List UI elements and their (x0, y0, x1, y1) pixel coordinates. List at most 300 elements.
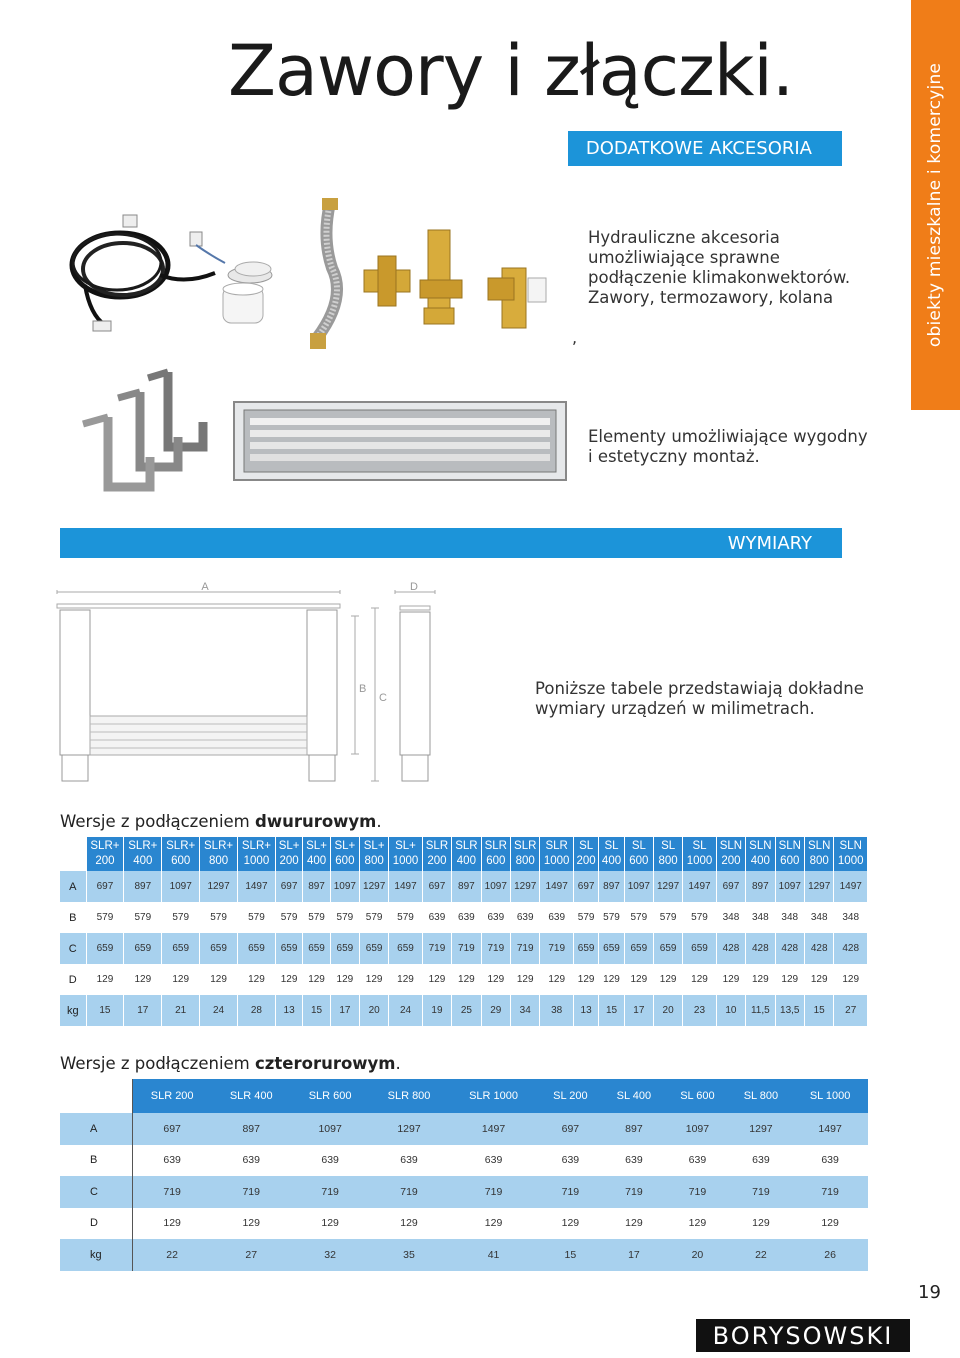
row-label: B (60, 902, 86, 933)
table-cell: 22 (729, 1239, 793, 1271)
table-cell: 897 (124, 871, 162, 902)
table-cell: 17 (330, 995, 359, 1026)
table-cell: 719 (422, 933, 451, 964)
column-header (452, 837, 481, 871)
table-cell: 659 (124, 933, 162, 964)
table-cell: 659 (653, 933, 682, 964)
column-header-model: SLN (839, 840, 862, 852)
table-cell: 129 (683, 964, 716, 995)
mounting-brackets-photo (78, 362, 218, 502)
table-cell: 639 (370, 1145, 449, 1177)
row-label: A (60, 1113, 132, 1145)
table-cell: 719 (452, 933, 481, 964)
table-cell: 639 (602, 1145, 666, 1177)
brand-logo: BORYSOWSKI (696, 1319, 910, 1352)
row-label: kg (60, 1239, 132, 1271)
table-cell: 659 (303, 933, 330, 964)
side-label: obiekty mieszkalne i komercyjne (925, 62, 945, 348)
column-header (775, 837, 804, 871)
table-cell: 129 (666, 1208, 730, 1240)
column-header-model: SLR+ (90, 840, 120, 852)
table-cell: 129 (330, 964, 359, 995)
column-header-model: SLR+ (204, 840, 234, 852)
column-header: SL 200 (539, 1079, 603, 1113)
column-header: SL 800 (729, 1079, 793, 1113)
column-header (683, 837, 716, 871)
table-cell: 28 (238, 995, 276, 1026)
table-cell: 35 (370, 1239, 449, 1271)
dimension-label-a: A (201, 581, 209, 593)
column-header-model: SL (604, 840, 619, 852)
table-cell: 129 (452, 964, 481, 995)
column-header-model: SLR+ (166, 840, 196, 852)
row-label: kg (60, 995, 86, 1026)
table-row (60, 995, 868, 1026)
four-pipe-table (60, 1079, 868, 1271)
table-row (60, 964, 868, 995)
column-header (389, 837, 422, 871)
table-cell: 1497 (834, 871, 868, 902)
table-cell: 428 (775, 933, 804, 964)
table-cell: 659 (238, 933, 276, 964)
column-header-size: 200 (721, 855, 741, 867)
table-cell: 27 (212, 1239, 291, 1271)
page-title: Zawory i złączki. (228, 30, 794, 112)
table-cell: 719 (666, 1176, 730, 1208)
table-cell: 719 (291, 1176, 370, 1208)
column-header-model: SLR+ (241, 840, 271, 852)
column-header: SLR 1000 (448, 1079, 538, 1113)
table-cell: 719 (212, 1176, 291, 1208)
row-label: C (60, 933, 86, 964)
table-cell: 1297 (360, 871, 389, 902)
two-pipe-heading: Wersje z podłączeniem dwururowym. (60, 812, 382, 831)
column-header-size: 1000 (392, 855, 419, 867)
dimensions-heading: WYMIARY (60, 528, 842, 558)
table-cell: 24 (389, 995, 422, 1026)
table-cell: 1497 (793, 1113, 868, 1145)
hydraulic-accessories-text: Hydrauliczne akcesoria umożliwiające sprawne podłączenie klimakonwektorów. Zawory, termozawory, kolana (588, 228, 851, 307)
table-cell: 579 (599, 902, 624, 933)
table-cell: 897 (303, 871, 330, 902)
table-cell: 348 (775, 902, 804, 933)
table-row (60, 1208, 868, 1240)
table-cell: 659 (200, 933, 238, 964)
table-cell: 659 (360, 933, 389, 964)
column-header (511, 837, 540, 871)
table-row (60, 1176, 868, 1208)
table-cell: 659 (86, 933, 124, 964)
table-row (60, 1145, 868, 1177)
table-cell: 348 (746, 902, 775, 933)
table-cell: 639 (729, 1145, 793, 1177)
column-header: SL 600 (666, 1079, 730, 1113)
mounting-text: Elementy umożliwiające wygodny i estetyczny montaż. (588, 427, 868, 466)
table-cell: 21 (162, 995, 200, 1026)
table-cell: 579 (200, 902, 238, 933)
table-cell: 15 (86, 995, 124, 1026)
column-header (746, 837, 775, 871)
table-cell: 697 (539, 1113, 603, 1145)
row-label: C (60, 1176, 132, 1208)
table-cell: 129 (716, 964, 745, 995)
column-header-model: SL (631, 840, 646, 852)
dimensions-intro-text: Poniższe tabele przedstawiają dokładne wymiary urządzeń w milimetrach. (535, 679, 864, 718)
table-cell: 1497 (448, 1113, 538, 1145)
table-row (60, 1239, 868, 1271)
two-pipe-table (60, 837, 868, 1026)
column-header-size: 400 (601, 855, 622, 867)
table-cell: 15 (804, 995, 833, 1026)
table-cell: 659 (389, 933, 422, 964)
column-header (422, 837, 451, 871)
table-cell: 1097 (666, 1113, 730, 1145)
table-row (60, 871, 868, 902)
column-header (238, 837, 276, 871)
table-cell: 129 (200, 964, 238, 995)
table-cell: 27 (834, 995, 868, 1026)
table-cell: 32 (291, 1239, 370, 1271)
table-cell: 1097 (162, 871, 200, 902)
column-header-size: 1000 (686, 855, 713, 867)
table-cell: 129 (86, 964, 124, 995)
table-cell: 20 (360, 995, 389, 1026)
table-cell: 719 (793, 1176, 868, 1208)
table-cell: 129 (540, 964, 573, 995)
table-cell: 1497 (683, 871, 716, 902)
table-cell: 639 (132, 1145, 212, 1177)
table-cell: 697 (275, 871, 302, 902)
column-header (573, 837, 598, 871)
table-cell: 22 (132, 1239, 212, 1271)
table-cell: 13 (275, 995, 302, 1026)
table-cell: 15 (599, 995, 624, 1026)
table-cell: 897 (452, 871, 481, 902)
row-label: D (60, 1208, 132, 1240)
column-header-size: 200 (279, 855, 299, 867)
four-pipe-header-row (60, 1079, 868, 1113)
table-cell: 17 (624, 995, 653, 1026)
column-header (834, 837, 868, 871)
table-cell: 579 (124, 902, 162, 933)
table-cell: 41 (448, 1239, 538, 1271)
table-cell: 129 (422, 964, 451, 995)
table-cell: 129 (775, 964, 804, 995)
table-cell: 639 (422, 902, 451, 933)
column-header-size: 200 (427, 855, 447, 867)
column-header: SLR 600 (291, 1079, 370, 1113)
table-cell: 719 (448, 1176, 538, 1208)
column-header (200, 837, 238, 871)
column-header-model: SL+ (278, 840, 300, 852)
table-cell: 579 (330, 902, 359, 933)
table-cell: 19 (422, 995, 451, 1026)
table-cell: 129 (275, 964, 302, 995)
column-header-size: 800 (515, 855, 535, 867)
table-cell: 348 (716, 902, 745, 933)
table-cell: 579 (389, 902, 422, 933)
column-header (624, 837, 653, 871)
table-cell: 129 (599, 964, 624, 995)
column-header-size: 400 (750, 855, 770, 867)
two-pipe-header-row (60, 837, 868, 871)
table-cell: 129 (653, 964, 682, 995)
table-cell: 659 (599, 933, 624, 964)
table-cell: 639 (666, 1145, 730, 1177)
table-cell: 428 (716, 933, 745, 964)
column-header-model: SLR (425, 840, 449, 852)
row-label: D (60, 964, 86, 995)
table-cell: 428 (804, 933, 833, 964)
table-cell: 579 (624, 902, 653, 933)
column-header-size: 800 (208, 855, 229, 867)
table-cell: 659 (624, 933, 653, 964)
table-cell: 1497 (389, 871, 422, 902)
column-header-size: 800 (809, 855, 829, 867)
dimension-label-d: D (410, 581, 418, 593)
table-cell: 579 (275, 902, 302, 933)
table-cell: 129 (481, 964, 510, 995)
table-cell: 129 (124, 964, 162, 995)
column-header (275, 837, 302, 871)
column-header-model: SLR (455, 840, 478, 852)
column-header (540, 837, 573, 871)
table-cell: 129 (511, 964, 540, 995)
table-cell: 1297 (729, 1113, 793, 1145)
column-header-model: SLN (749, 840, 772, 852)
table-cell: 719 (602, 1176, 666, 1208)
table-cell: 1297 (804, 871, 833, 902)
column-header-size: 400 (456, 855, 476, 867)
table-cell: 10 (716, 995, 745, 1026)
table-cell: 639 (291, 1145, 370, 1177)
table-cell: 23 (683, 995, 716, 1026)
table-cell: 897 (212, 1113, 291, 1145)
table-cell: 13 (573, 995, 598, 1026)
column-header (360, 837, 389, 871)
column-header-size: 800 (364, 855, 384, 867)
column-header-size: 1000 (837, 855, 864, 867)
table-cell: 17 (602, 1239, 666, 1271)
column-header-size: 200 (576, 855, 596, 867)
table-cell: 348 (834, 902, 868, 933)
table-cell: 579 (303, 902, 330, 933)
table-cell: 719 (511, 933, 540, 964)
table-cell: 659 (162, 933, 200, 964)
column-header-model: SLR (545, 840, 568, 852)
table-cell: 1297 (200, 871, 238, 902)
table-cell: 11,5 (746, 995, 775, 1026)
table-cell: 129 (360, 964, 389, 995)
table-cell: 17 (124, 995, 162, 1026)
table-cell: 719 (370, 1176, 449, 1208)
table-cell: 1297 (370, 1113, 449, 1145)
row-label: A (60, 871, 86, 902)
table-cell: 1097 (775, 871, 804, 902)
table-cell: 639 (511, 902, 540, 933)
table-cell: 659 (683, 933, 716, 964)
table-cell: 579 (238, 902, 276, 933)
table-cell: 129 (746, 964, 775, 995)
table-cell: 697 (132, 1113, 212, 1145)
column-header: SLR 800 (370, 1079, 449, 1113)
table-cell: 129 (729, 1208, 793, 1240)
column-header-model: SL+ (363, 840, 385, 852)
page-number: 19 (918, 1282, 941, 1303)
column-header-model: SL+ (334, 840, 356, 852)
column-header-size: 600 (780, 855, 800, 867)
table-cell: 129 (624, 964, 653, 995)
table-cell: 719 (729, 1176, 793, 1208)
table-cell: 38 (540, 995, 573, 1026)
table-cell: 129 (448, 1208, 538, 1240)
table-cell: 1297 (511, 871, 540, 902)
table-cell: 129 (602, 1208, 666, 1240)
table-cell: 1097 (330, 871, 359, 902)
stray-comma: , (572, 328, 578, 347)
table-cell: 25 (452, 995, 481, 1026)
column-header-model: SL (579, 840, 594, 852)
table-cell: 1497 (238, 871, 276, 902)
table-cell: 639 (481, 902, 510, 933)
table-cell: 15 (539, 1239, 603, 1271)
column-header-size: 1000 (243, 855, 270, 867)
table-cell: 1097 (624, 871, 653, 902)
table-cell: 129 (132, 1208, 212, 1240)
table-cell: 129 (573, 964, 598, 995)
column-header-model: SL (661, 840, 676, 852)
table-cell: 697 (86, 871, 124, 902)
column-header (653, 837, 682, 871)
dimension-label-c: C (379, 692, 387, 704)
table-cell: 659 (573, 933, 598, 964)
table-cell: 639 (540, 902, 573, 933)
table-cell: 1097 (481, 871, 510, 902)
column-header-model: SLR+ (128, 840, 158, 852)
table-cell: 579 (653, 902, 682, 933)
table-cell: 897 (602, 1113, 666, 1145)
column-header: SL 1000 (793, 1079, 868, 1113)
column-header-model: SLN (808, 840, 831, 852)
table-cell: 13,5 (775, 995, 804, 1026)
table-cell: 579 (683, 902, 716, 933)
table-cell: 129 (162, 964, 200, 995)
column-header (124, 837, 162, 871)
table-cell: 639 (539, 1145, 603, 1177)
table-cell: 24 (200, 995, 238, 1026)
table-cell: 697 (422, 871, 451, 902)
accessories-heading: DODATKOWE AKCESORIA (568, 131, 842, 166)
table-cell: 1297 (653, 871, 682, 902)
column-header (804, 837, 833, 871)
table-cell: 719 (481, 933, 510, 964)
column-header (330, 837, 359, 871)
table-cell: 129 (793, 1208, 868, 1240)
table-cell: 719 (132, 1176, 212, 1208)
column-header (162, 837, 200, 871)
table-row (60, 902, 868, 933)
column-header (599, 837, 624, 871)
table-cell: 129 (539, 1208, 603, 1240)
table-cell: 639 (212, 1145, 291, 1177)
table-cell: 348 (804, 902, 833, 933)
column-header-model: SLN (778, 840, 801, 852)
column-header-size: 200 (95, 855, 115, 867)
table-cell: 129 (370, 1208, 449, 1240)
actuator-cable-photo (65, 205, 290, 345)
column-header: SL 400 (602, 1079, 666, 1113)
table-cell: 579 (86, 902, 124, 933)
table-cell: 129 (834, 964, 868, 995)
column-header-size: 400 (133, 855, 153, 867)
table-cell: 639 (793, 1145, 868, 1177)
table-cell: 697 (573, 871, 598, 902)
table-cell: 20 (666, 1239, 730, 1271)
column-header-size: 600 (171, 855, 191, 867)
table-cell: 897 (746, 871, 775, 902)
column-header-size: 600 (335, 855, 355, 867)
column-header-size: 600 (629, 855, 649, 867)
row-label: B (60, 1145, 132, 1177)
column-header: SLR 200 (132, 1079, 212, 1113)
column-header (481, 837, 510, 871)
column-header (303, 837, 330, 871)
table-row (60, 933, 868, 964)
column-header-model: SLR (484, 840, 507, 852)
table-cell: 1497 (540, 871, 573, 902)
table-cell: 659 (330, 933, 359, 964)
column-header-size: 1000 (543, 855, 570, 867)
table-cell: 639 (448, 1145, 538, 1177)
table-cell: 697 (716, 871, 745, 902)
table-cell: 579 (162, 902, 200, 933)
table-cell: 1097 (291, 1113, 370, 1145)
table-cell: 15 (303, 995, 330, 1026)
table-cell: 20 (653, 995, 682, 1026)
table-cell: 719 (540, 933, 573, 964)
column-header-size: 400 (306, 855, 327, 867)
table-cell: 428 (834, 933, 868, 964)
grille-photo (232, 400, 568, 482)
table-cell: 719 (539, 1176, 603, 1208)
table-cell: 129 (291, 1208, 370, 1240)
valves-photo (292, 198, 552, 358)
column-header (716, 837, 745, 871)
column-header: SLR 400 (212, 1079, 291, 1113)
column-header-size: 600 (486, 855, 506, 867)
column-header-model: SLR (514, 840, 537, 852)
table-cell: 29 (481, 995, 510, 1026)
table-cell: 428 (746, 933, 775, 964)
table-cell: 26 (793, 1239, 868, 1271)
table-cell: 579 (360, 902, 389, 933)
column-header-model: SL+ (306, 840, 327, 852)
table-cell: 129 (212, 1208, 291, 1240)
table-cell: 129 (804, 964, 833, 995)
table-cell: 639 (452, 902, 481, 933)
table-cell: 897 (599, 871, 624, 902)
table-cell: 34 (511, 995, 540, 1026)
table-cell: 129 (303, 964, 330, 995)
four-pipe-heading: Wersje z podłączeniem czterorurowym. (60, 1054, 401, 1073)
column-header-model: SLN (719, 840, 743, 852)
table-row (60, 1113, 868, 1145)
table-cell: 129 (389, 964, 422, 995)
table-cell: 659 (275, 933, 302, 964)
dimension-label-b: B (359, 683, 367, 695)
column-header-size: 800 (658, 855, 678, 867)
column-header-model: SL (692, 840, 707, 852)
